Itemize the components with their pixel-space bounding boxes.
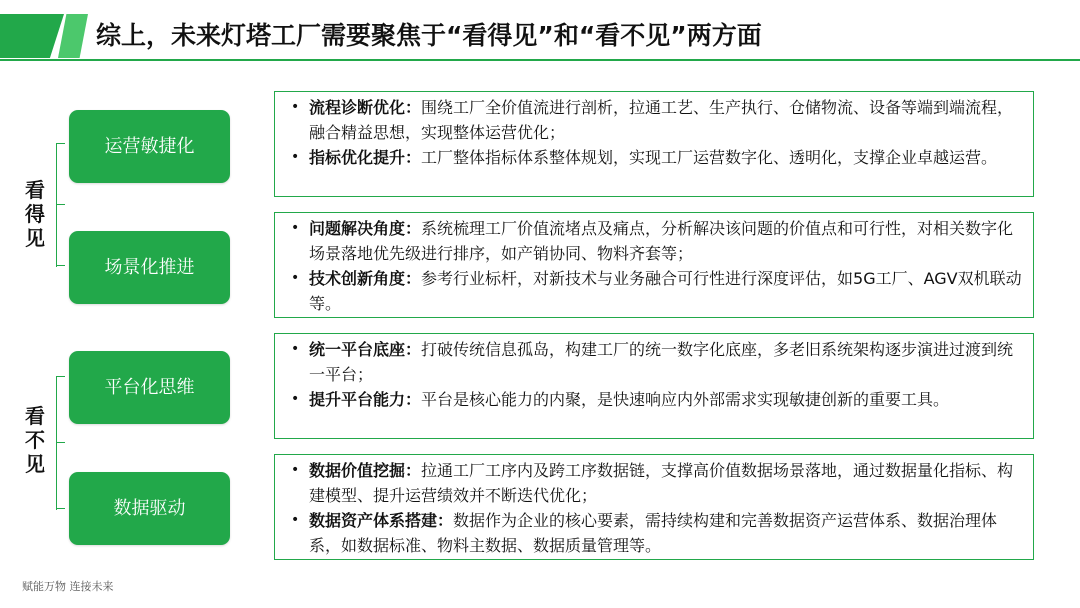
bullet-item xyxy=(285,337,1023,387)
pill-platform-thinking: 平台化思维 xyxy=(69,351,230,424)
bracket-tick-mid xyxy=(56,442,65,443)
bracket-tick-top xyxy=(56,143,65,144)
bullet-dot: • xyxy=(291,462,300,478)
slide-title: 综上，未来灯塔工厂需要聚焦于“看得见”和“看不见”两方面 xyxy=(96,21,762,50)
bullet-dot: • xyxy=(291,270,300,286)
bullet-text: 参考行业标杆，对新技术与业务融合可行性进行深度评估，如5G工厂、AGV双机联动等。 xyxy=(309,269,1022,313)
content-box-data xyxy=(274,454,1034,560)
group-label-visible: 看得见 xyxy=(25,178,45,250)
bullet-dot: • xyxy=(291,391,300,407)
group-bracket-invisible xyxy=(56,376,67,510)
header-accent-bar xyxy=(0,14,64,58)
bullet-term: 技术创新角度： xyxy=(309,269,422,288)
bullet-text: 平台是核心能力的内聚，是快速响应内外部需求实现敏捷创新的重要工具。 xyxy=(421,390,950,409)
header-divider xyxy=(0,59,1080,61)
bullet-text: 工厂整体指标体系整体规划，实现工厂运营数字化、透明化，支撑企业卓越运营。 xyxy=(421,148,998,167)
slide-header xyxy=(0,0,1080,72)
bullet-item xyxy=(285,266,1023,316)
bullet-text: 打破传统信息孤岛，构建工厂的统一数字化底座，多老旧系统架构逐步演进过渡到统一平台； xyxy=(309,340,1014,384)
group-label-invisible: 看不见 xyxy=(25,404,45,476)
bullet-item xyxy=(285,95,1023,145)
bracket-tick-bottom xyxy=(56,508,65,509)
content-box-platform xyxy=(274,333,1034,439)
bullet-item xyxy=(285,458,1023,508)
bullet-dot: • xyxy=(291,149,300,165)
bullet-dot: • xyxy=(291,341,300,357)
pill-scenario-driven: 场景化推进 xyxy=(69,231,230,304)
bullet-item xyxy=(285,216,1023,266)
bullet-dot: • xyxy=(291,99,300,115)
bullet-text: 数据作为企业的核心要素，需持续构建和完善数据资产运营体系、数据治理体系，如数据标准、物料主数据、数据质量管理等。 xyxy=(309,511,998,555)
bracket-tick-bottom xyxy=(56,265,65,266)
bracket-tick-top xyxy=(56,376,65,377)
header-accent-stripe xyxy=(58,14,88,58)
bullet-text: 围绕工厂全价值流进行剖析，拉通工艺、生产执行、仓储物流、设备等端到端流程，融合精益思想，实现整体运营优化； xyxy=(309,98,1014,142)
bullet-term: 指标优化提升： xyxy=(309,148,422,167)
bullet-dot: • xyxy=(291,220,300,236)
content-box-scenarios xyxy=(274,212,1034,318)
bullet-term: 提升平台能力： xyxy=(309,390,422,409)
bullet-term: 统一平台底座： xyxy=(309,340,422,359)
bullet-text: 拉通工厂工序内及跨工序数据链，支撑高价值数据场景落地，通过数据量化指标、构建模型、提升运营绩效并不断迭代优化； xyxy=(309,461,1014,505)
bullet-item xyxy=(285,387,1023,412)
footer-slogan: 赋能万物 连接未来 xyxy=(22,580,114,593)
pill-data-driven: 数据驱动 xyxy=(69,472,230,545)
bullet-item xyxy=(285,145,1023,170)
bullet-item xyxy=(285,508,1023,558)
bullet-term: 数据资产体系搭建： xyxy=(309,511,454,530)
pill-operations-agility: 运营敏捷化 xyxy=(69,110,230,183)
group-bracket-visible xyxy=(56,143,67,267)
bullet-text: 系统梳理工厂价值流堵点及痛点，分析解决该问题的价值点和可行性，对相关数字化场景落地优先级进行排序，如产销协同、物料齐套等； xyxy=(309,219,1014,263)
content-box-operations xyxy=(274,91,1034,197)
bracket-tick-mid xyxy=(56,204,65,205)
bullet-term: 问题解决角度： xyxy=(309,219,422,238)
bullet-dot: • xyxy=(291,512,300,528)
bullet-term: 数据价值挖掘： xyxy=(309,461,422,480)
bullet-term: 流程诊断优化： xyxy=(309,98,422,117)
